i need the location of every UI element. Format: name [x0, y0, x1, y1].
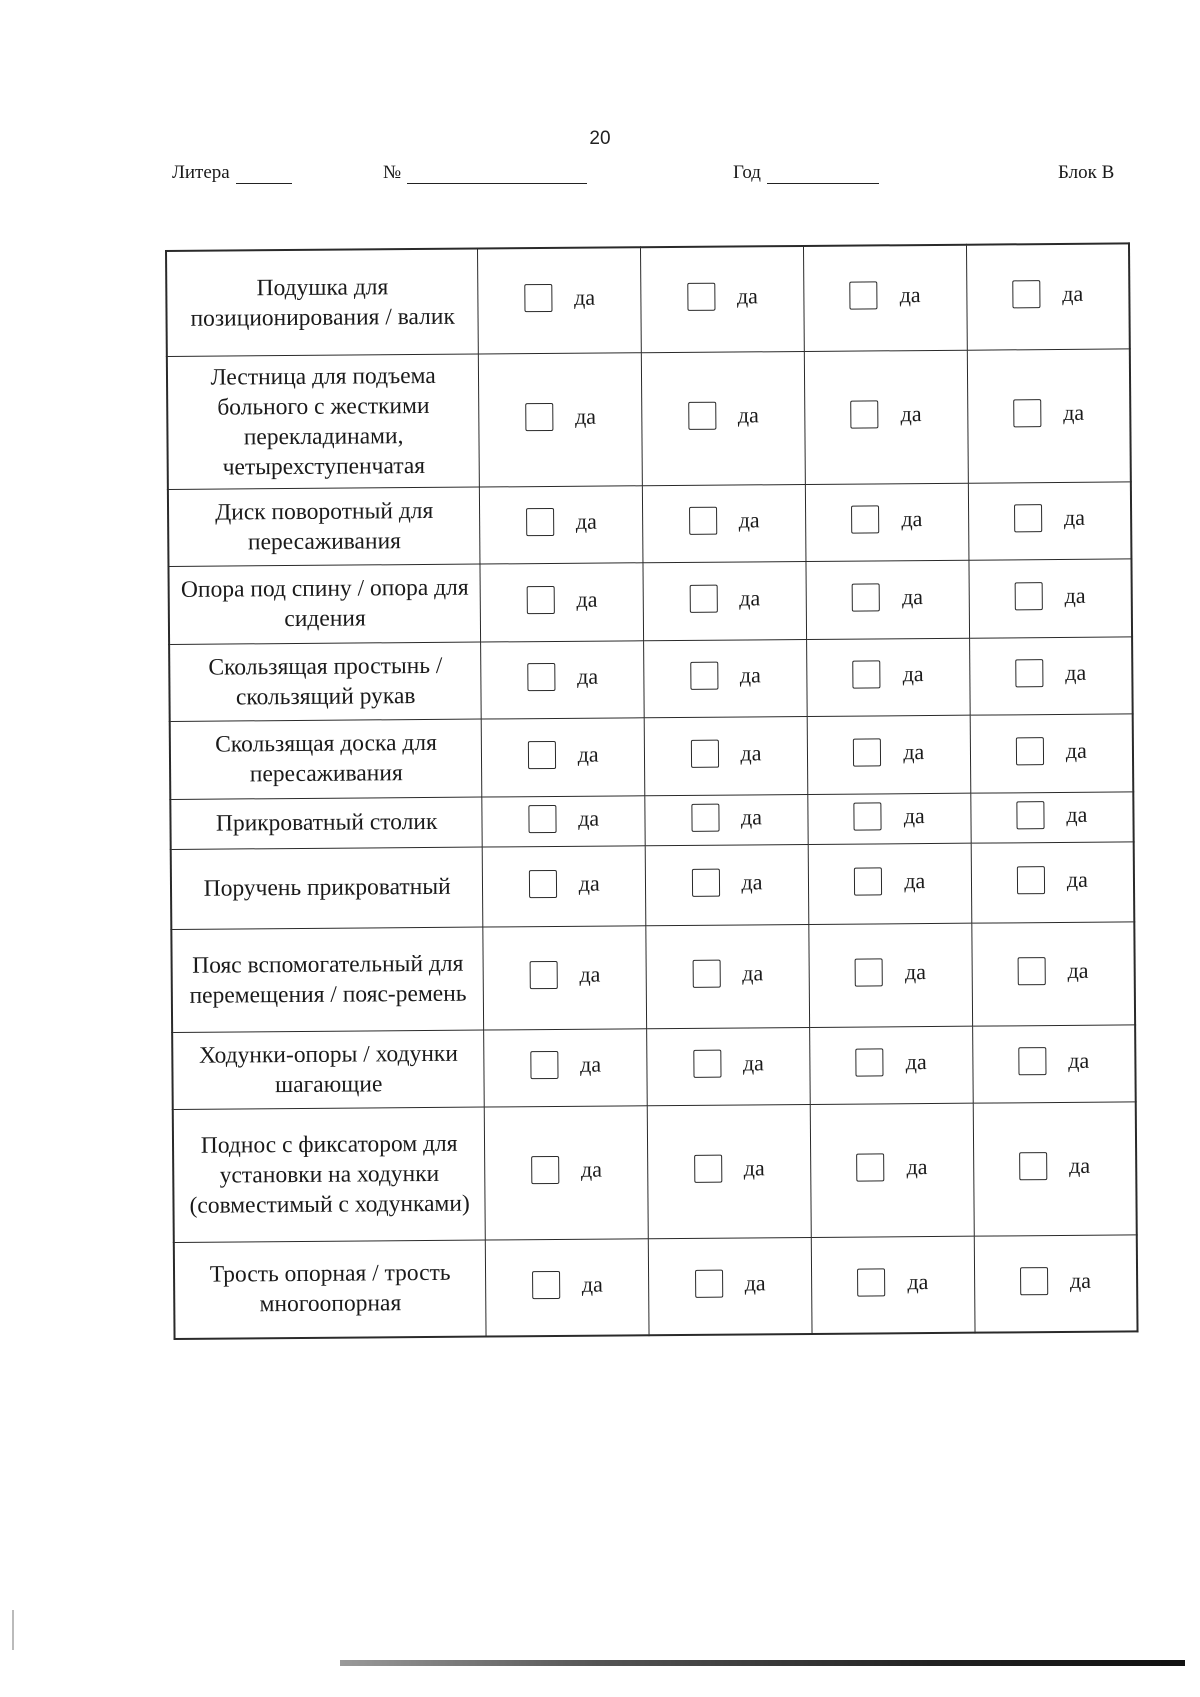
yes-checkbox[interactable] — [531, 1156, 559, 1184]
option-cell — [971, 921, 1135, 1025]
litera-field — [172, 162, 292, 184]
item-label: Трость опорная / трость многоопорная — [174, 1240, 487, 1339]
yes-label: да — [578, 870, 600, 896]
yes-checkbox[interactable] — [851, 505, 879, 533]
yes-checkbox[interactable] — [1014, 504, 1042, 532]
yes-checkbox[interactable] — [850, 282, 878, 310]
yes-label: да — [901, 506, 923, 532]
table-row — [169, 636, 1133, 721]
yes-checkbox[interactable] — [1019, 1152, 1047, 1180]
yes-option[interactable] — [1020, 1267, 1091, 1296]
page-number: 20 — [589, 128, 611, 149]
yes-option[interactable] — [524, 284, 595, 313]
yes-checkbox[interactable] — [687, 283, 715, 311]
yes-option[interactable] — [1014, 581, 1085, 610]
yes-checkbox[interactable] — [527, 663, 555, 691]
yes-option[interactable] — [525, 403, 596, 432]
item-label: Поручень прикроватный — [171, 847, 483, 929]
table-row — [174, 1234, 1138, 1339]
option-cell — [967, 348, 1131, 482]
yes-option[interactable] — [527, 663, 598, 692]
yes-label: да — [740, 803, 763, 829]
option-cell — [974, 1234, 1138, 1332]
yes-option[interactable] — [526, 508, 597, 537]
yes-label: да — [1066, 801, 1088, 827]
option-cell — [480, 485, 643, 563]
yes-label: да — [580, 1051, 602, 1077]
yes-option[interactable] — [1012, 280, 1083, 309]
yes-option[interactable] — [693, 1049, 764, 1078]
yes-option[interactable] — [1013, 399, 1084, 428]
table-row — [168, 481, 1132, 566]
option-cell — [808, 843, 971, 924]
table-row — [171, 841, 1135, 929]
yes-label: да — [903, 738, 925, 764]
yes-checkbox[interactable] — [526, 508, 554, 536]
option-cell — [808, 793, 971, 844]
yes-label: да — [1062, 281, 1084, 307]
yes-option[interactable] — [531, 1156, 602, 1185]
option-cell — [647, 1027, 810, 1105]
number-field — [383, 162, 587, 184]
option-cell — [966, 243, 1130, 349]
yes-label: да — [742, 960, 764, 986]
table-row — [167, 348, 1131, 489]
yes-label: да — [736, 283, 758, 309]
yes-checkbox[interactable] — [853, 738, 881, 766]
yes-option[interactable] — [852, 583, 923, 612]
yes-checkbox[interactable] — [852, 583, 880, 611]
yes-checkbox[interactable] — [530, 1051, 558, 1079]
option-cell — [646, 924, 810, 1028]
yes-option[interactable] — [853, 660, 924, 689]
yes-option[interactable] — [528, 804, 599, 833]
yes-checkbox[interactable] — [528, 804, 556, 832]
yes-checkbox[interactable] — [689, 584, 717, 612]
yes-checkbox[interactable] — [856, 1153, 884, 1181]
option-cell — [479, 352, 643, 486]
option-cell — [641, 246, 805, 352]
option-cell — [644, 639, 807, 717]
yes-option[interactable] — [1017, 865, 1088, 894]
yes-option[interactable] — [850, 281, 921, 310]
yes-label: да — [1069, 1267, 1092, 1293]
yes-checkbox[interactable] — [1015, 659, 1043, 687]
option-cell — [482, 845, 645, 926]
yes-option[interactable] — [855, 958, 926, 987]
yes-label: да — [576, 663, 599, 689]
item-label: Ходунки-опоры / ходунки шагающие — [172, 1030, 484, 1109]
yes-option[interactable] — [690, 661, 761, 690]
yes-checkbox[interactable] — [856, 1048, 884, 1076]
yes-option[interactable] — [529, 961, 600, 990]
option-cell — [972, 1024, 1135, 1102]
yes-checkbox[interactable] — [529, 869, 557, 897]
yes-checkbox[interactable] — [854, 867, 882, 895]
yes-checkbox[interactable] — [1016, 801, 1044, 829]
yes-label: да — [573, 284, 596, 311]
yes-checkbox[interactable] — [1016, 737, 1044, 765]
yes-option[interactable] — [691, 868, 762, 897]
yes-option[interactable] — [856, 1048, 927, 1077]
option-cell — [645, 844, 808, 925]
yes-checkbox[interactable] — [693, 1050, 721, 1078]
yes-label: да — [1068, 1047, 1090, 1073]
yes-checkbox[interactable] — [529, 961, 557, 989]
yes-option[interactable] — [692, 959, 763, 988]
option-cell — [648, 1237, 812, 1335]
yes-checkbox[interactable] — [855, 958, 883, 986]
yes-option[interactable] — [1016, 736, 1087, 765]
item-label: Опора под спину / опора для сидения — [168, 564, 480, 644]
option-cell — [803, 245, 967, 351]
yes-checkbox[interactable] — [1018, 1047, 1046, 1075]
yes-checkbox[interactable] — [691, 868, 719, 896]
option-cell — [810, 1103, 974, 1237]
yes-label: да — [1067, 957, 1089, 983]
option-cell — [641, 351, 805, 485]
yes-label: да — [902, 661, 924, 687]
option-cell — [481, 717, 644, 796]
yes-option[interactable] — [694, 1154, 765, 1183]
option-cell — [811, 1236, 975, 1334]
yes-checkbox[interactable] — [691, 803, 719, 831]
year-label: Год — [733, 162, 761, 183]
table-row — [173, 1101, 1137, 1242]
option-cell — [644, 716, 807, 795]
item-label: Лестница для подъема больного с жесткими перекладинами, четырехступенчатая — [167, 354, 480, 489]
yes-option[interactable] — [689, 506, 760, 535]
yes-label: да — [903, 802, 925, 828]
table-row — [166, 243, 1130, 356]
yes-checkbox[interactable] — [532, 1271, 560, 1299]
yes-label: да — [579, 961, 601, 987]
yes-checkbox[interactable] — [525, 403, 553, 431]
yes-label: да — [900, 401, 922, 427]
number-input[interactable] — [407, 166, 587, 184]
option-cell — [969, 558, 1132, 637]
bottom-rule — [340, 1660, 1185, 1666]
yes-label: да — [907, 1268, 929, 1294]
table-row — [172, 1024, 1136, 1109]
yes-checkbox[interactable] — [1017, 866, 1045, 894]
litera-input[interactable] — [236, 166, 292, 184]
option-cell — [973, 1101, 1137, 1235]
yes-label: да — [906, 1154, 928, 1180]
yes-checkbox[interactable] — [690, 662, 718, 690]
year-input[interactable] — [767, 166, 879, 184]
yes-label: да — [743, 1155, 765, 1181]
option-cell — [971, 841, 1134, 922]
yes-label: да — [580, 1156, 603, 1182]
item-label: Пояс вспомогательный для перемещения / пояс-ремень — [171, 927, 484, 1032]
yes-label: да — [740, 739, 762, 765]
yes-label: да — [1065, 737, 1087, 763]
block-label: Блок В — [1058, 162, 1115, 183]
yes-label: да — [904, 959, 927, 985]
yes-checkbox[interactable] — [528, 740, 556, 768]
yes-checkbox[interactable] — [689, 507, 717, 535]
option-cell — [483, 925, 647, 1029]
yes-checkbox[interactable] — [688, 402, 716, 430]
yes-option[interactable] — [856, 1153, 927, 1182]
option-cell — [643, 561, 806, 640]
yes-label: да — [578, 805, 600, 831]
yes-option[interactable] — [695, 1269, 766, 1298]
yes-option[interactable] — [1014, 504, 1085, 533]
yes-checkbox[interactable] — [1013, 399, 1041, 427]
item-label: Прикроватный столик — [170, 797, 482, 849]
option-cell — [486, 1238, 650, 1336]
table-row — [170, 713, 1134, 799]
option-cell — [804, 350, 968, 484]
yes-label: да — [1063, 399, 1085, 425]
yes-checkbox[interactable] — [524, 284, 552, 312]
yes-option[interactable] — [854, 867, 925, 896]
option-cell — [809, 923, 973, 1027]
option-cell — [805, 483, 968, 561]
table-row — [171, 921, 1135, 1032]
item-label: Поднос с фиксатором для установки на ходунки (совместимый с ходунками) — [173, 1107, 486, 1242]
yes-checkbox[interactable] — [1017, 957, 1045, 985]
option-cell — [482, 795, 645, 846]
yes-label: да — [1063, 504, 1086, 530]
yes-label: да — [1066, 866, 1088, 892]
yes-option[interactable] — [529, 869, 600, 898]
yes-option[interactable] — [528, 740, 599, 769]
yes-label: да — [737, 402, 759, 428]
yes-option[interactable] — [1018, 1047, 1089, 1076]
option-cell — [810, 1026, 973, 1104]
yes-checkbox[interactable] — [526, 585, 554, 613]
yes-option[interactable] — [1019, 1152, 1090, 1181]
yes-checkbox[interactable] — [857, 1268, 885, 1296]
yes-option[interactable] — [526, 585, 597, 614]
option-cell — [642, 484, 805, 562]
yes-checkbox[interactable] — [692, 960, 720, 988]
option-cell — [485, 1105, 649, 1239]
option-cell — [484, 1028, 647, 1106]
equipment-table — [165, 242, 1139, 1340]
yes-label: да — [1064, 582, 1086, 608]
yes-label: да — [575, 508, 597, 534]
option-cell — [645, 794, 808, 845]
table-row — [170, 791, 1133, 849]
option-cell — [807, 715, 970, 794]
yes-label: да — [904, 867, 926, 893]
yes-option[interactable] — [851, 400, 922, 429]
yes-label: да — [741, 868, 763, 894]
yes-option[interactable] — [1015, 659, 1086, 688]
option-cell — [481, 640, 644, 718]
item-label: Подушка для позиционирования / валик — [166, 249, 479, 356]
yes-label: да — [905, 1049, 927, 1075]
yes-option[interactable] — [530, 1051, 601, 1080]
yes-label: да — [576, 586, 598, 612]
option-cell — [647, 1104, 811, 1238]
scan-mark — [12, 1610, 14, 1650]
option-cell — [970, 713, 1133, 792]
yes-label: да — [577, 741, 599, 767]
yes-checkbox[interactable] — [1012, 280, 1040, 308]
yes-option[interactable] — [1017, 957, 1088, 986]
yes-option[interactable] — [688, 401, 759, 430]
yes-option[interactable] — [1016, 800, 1087, 829]
yes-option[interactable] — [687, 283, 758, 312]
option-cell — [968, 481, 1131, 559]
yes-label: да — [899, 282, 921, 308]
yes-label: да — [574, 403, 597, 429]
option-cell — [806, 560, 969, 639]
yes-option[interactable] — [690, 739, 761, 768]
option-cell — [478, 247, 642, 353]
yes-option[interactable] — [532, 1270, 603, 1299]
yes-checkbox[interactable] — [853, 660, 881, 688]
yes-checkbox[interactable] — [851, 400, 879, 428]
yes-option[interactable] — [691, 803, 762, 832]
yes-checkbox[interactable] — [695, 1269, 723, 1297]
table-row — [168, 558, 1132, 644]
yes-label: да — [739, 584, 761, 611]
option-cell — [970, 791, 1133, 842]
yes-checkbox[interactable] — [1014, 582, 1042, 610]
number-label: № — [383, 162, 402, 183]
yes-option[interactable] — [689, 584, 760, 613]
litera-label: Литера — [172, 162, 230, 183]
item-label: Диск поворотный для пересаживания — [168, 487, 480, 566]
option-cell — [969, 636, 1132, 714]
yes-label: да — [738, 507, 760, 533]
item-label: Скользящая простынь / скользящий рукав — [169, 642, 481, 721]
yes-label: да — [1065, 659, 1087, 685]
yes-checkbox[interactable] — [854, 802, 882, 830]
yes-option[interactable] — [851, 505, 922, 534]
yes-option[interactable] — [853, 738, 924, 767]
yes-label: да — [739, 662, 761, 688]
year-field — [733, 162, 879, 184]
yes-option[interactable] — [854, 802, 925, 831]
yes-label: да — [581, 1271, 603, 1297]
yes-label: да — [1068, 1152, 1091, 1178]
yes-checkbox[interactable] — [690, 739, 718, 767]
yes-label: да — [744, 1270, 766, 1296]
yes-label: да — [742, 1050, 764, 1076]
yes-checkbox[interactable] — [1020, 1267, 1048, 1295]
yes-checkbox[interactable] — [694, 1155, 722, 1183]
yes-label: да — [901, 583, 924, 609]
option-cell — [480, 562, 643, 641]
option-cell — [806, 638, 969, 716]
item-label: Скользящая доска для пересаживания — [170, 719, 482, 799]
yes-option[interactable] — [857, 1268, 928, 1297]
